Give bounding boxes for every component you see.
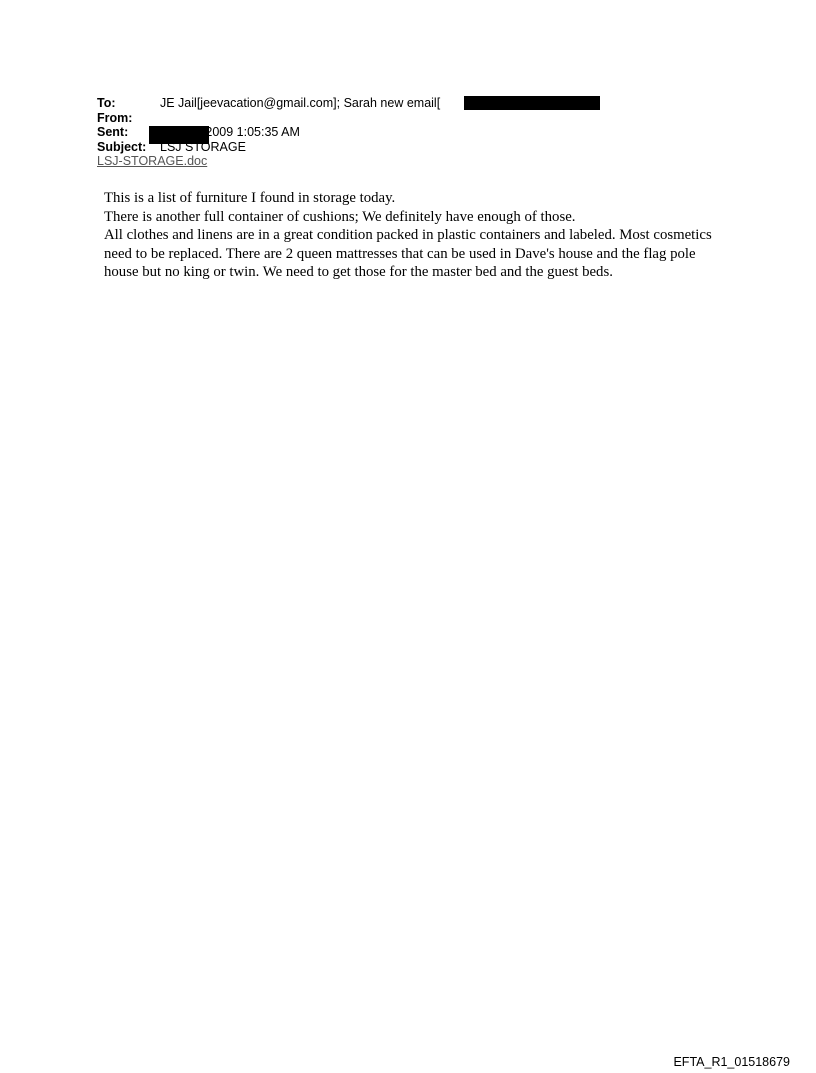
subject-label: Subject: — [97, 139, 147, 154]
subject-value: LSJ STORAGE — [160, 139, 246, 154]
body-paragraph: All clothes and linens are in a great condition packed in plastic containers and labeled. Most cosmetics need to be replaced. There are 2 queen mattresses that can be used in Dave's house and the flag pole house but no king or twin. We need to get those for the master bed and the guest beds. — [104, 227, 712, 281]
body-paragraph: This is a list of furniture I found in storage today. — [104, 190, 396, 206]
body-paragraph: There is another full container of cushions; We definitely have enough of those. — [104, 208, 576, 225]
to-value: JE Jail[jeevacation@gmail.com]; Sarah new email[ — [160, 96, 441, 110]
sent-label: Sent: — [97, 125, 129, 139]
sent-value: Tue 6/9/2009 1:05:35 AM — [160, 125, 300, 139]
from-label: From: — [97, 110, 133, 125]
redaction-box — [464, 96, 600, 110]
to-label: To: — [97, 96, 116, 110]
document-id: EFTA_R1_01518679 — [673, 1055, 790, 1069]
email-body — [104, 189, 714, 282]
attachment-link[interactable]: LSJ-STORAGE.doc — [97, 154, 208, 168]
